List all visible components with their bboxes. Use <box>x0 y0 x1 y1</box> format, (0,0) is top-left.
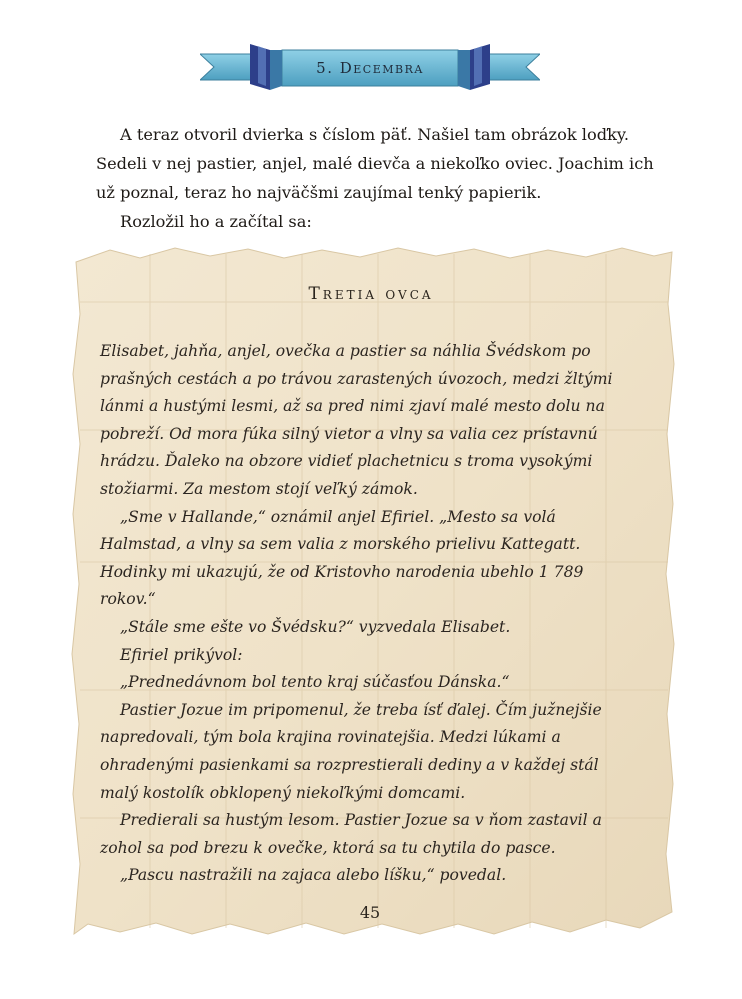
letter-paragraph: Efiriel prikývol: <box>120 645 243 664</box>
letter-paragraph: Elisabet, jahňa, anjel, ovečka a pastier sa náhlia Švédskom po prašných cestách a po trávou zarastených úvozoch, medzi žltými lánmi a hustými lesmi, až sa pred nimi zjaví malé mesto dolu na pobreží. Od mora fúka silný vietor a vlny sa valia cez prístavnú hrádzu. Ďaleko na obzore vidieť plachetnicu s troma vysokými stožiarmi. Za mestom stojí veľký zámok. <box>100 342 613 498</box>
letter-paragraph: „Stále sme ešte vo Švédsku?“ vyzvedala Elisabet. <box>120 617 511 636</box>
chapter-title: 5. Decembra <box>316 59 424 77</box>
letter-paragraph: „Sme v Hallande,“ oznámil anjel Efiriel. „Mesto sa volá Halmstad, a vlny sa sem valia z morského prielivu Kattegatt. Hodinky mi ukazujú, že od Kristovho narodenia ubehlo 1 789 rokov.“ <box>100 507 584 609</box>
letter-title: Tretia ovca <box>308 284 434 304</box>
letter-paragraph: Predierali sa hustým lesom. Pastier Jozue sa v ňom zastavil a zohol sa pod brezu k ovečke, ktorá sa tu chytila do pasce. <box>100 811 602 857</box>
letter-paragraph: „Pascu nastražili na zajaca alebo líšku,“ povedal. <box>120 866 507 885</box>
intro-text <box>96 120 656 236</box>
letter-paragraph: Pastier Jozue im pripomenul, že treba ísť ďalej. Čím južnejšie napredovali, tým bola krajina rovinatejšia. Medzi lúkami a ohradenými pasienkami sa rozprestierali dediny a v každej stál malý kostolík obklopený niekoľkými domcami. <box>100 700 602 802</box>
intro-paragraph: A teraz otvoril dvierka s číslom päť. Našiel tam obrázok loďky. Sedeli v nej pastier, anjel, malé dievča a niekoľko oviec. Joachim ich už poznal, teraz ho najväčšmi zaujímal tenký papierik. <box>96 125 654 202</box>
letter-paragraph: „Prednedávnom bol tento kraj súčasťou Dánska.“ <box>120 673 510 692</box>
intro-paragraph: Rozložil ho a začítal sa: <box>120 212 312 231</box>
letter-body <box>100 338 640 890</box>
page-number: 45 <box>359 903 381 922</box>
